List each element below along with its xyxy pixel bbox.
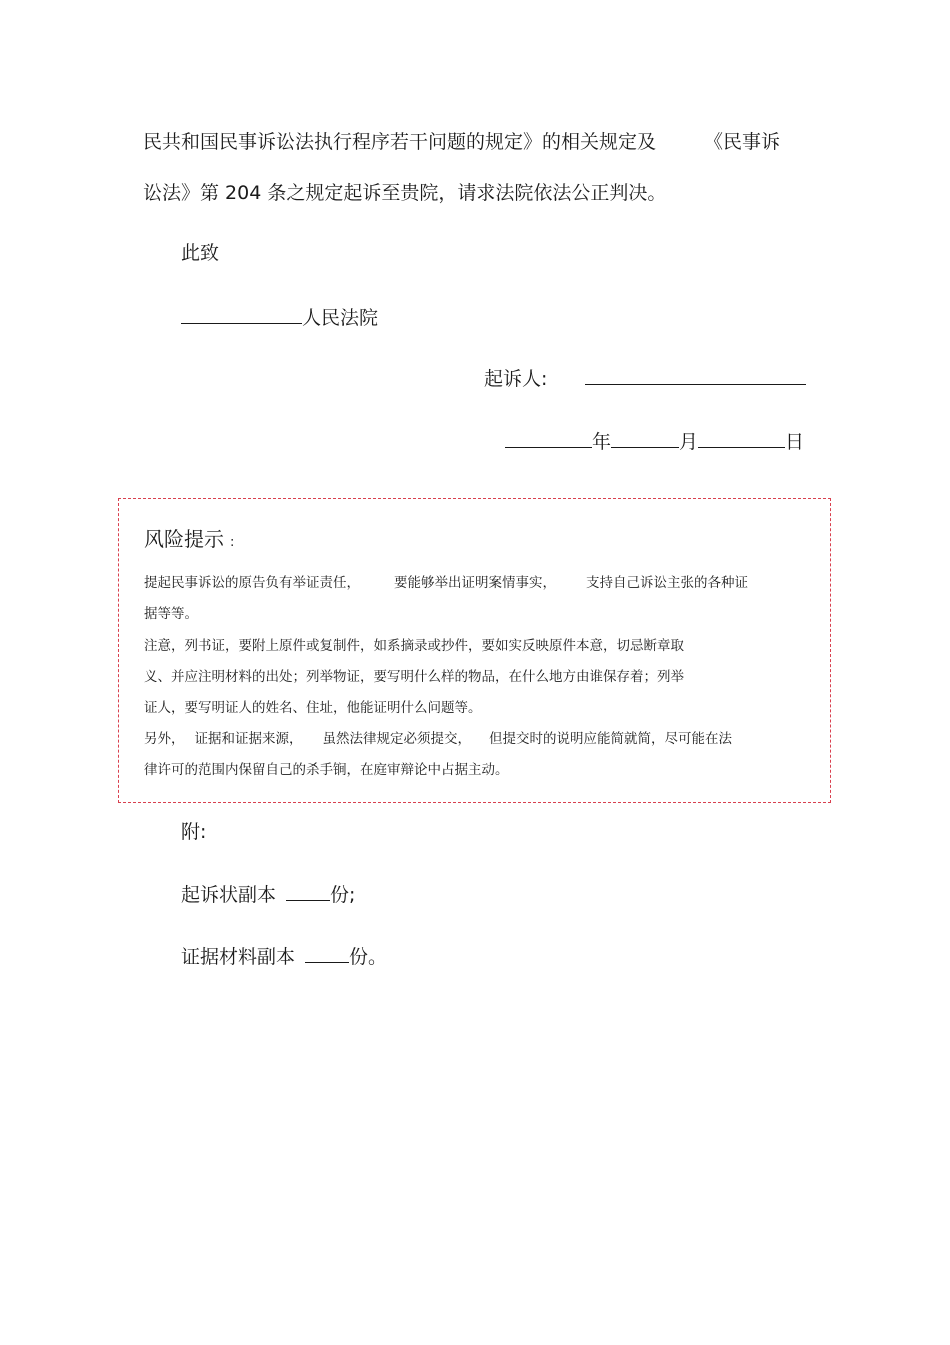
risk-notice-title-colon: : [230,535,235,550]
paragraph-line-1-text-end: 《民事诉 [704,131,781,153]
complaint-copy-prefix: 起诉状副本 [181,884,277,906]
risk-line-6-part-4: 但提交时的说明应能简就简，尽可能在法 [489,731,732,747]
plaintiff-line [484,366,806,391]
evidence-copy-suffix: 份。 [349,946,388,968]
day-blank[interactable] [698,429,785,448]
salutation: 此致 [181,242,220,264]
day-label: 日 [785,431,805,453]
risk-line-5: 证人，要写明证人的姓名、住址，他能证明什么问题等。 [144,700,482,716]
evidence-copy-prefix: 证据材料副本 [181,946,296,968]
risk-line-6-part-3: 虽然法律规定必须提交， [322,731,471,747]
paragraph-line-1-text: 民共和国民事诉讼法执行程序若干问题的规定》的相关规定及 [143,131,657,153]
plaintiff-label: 起诉人: [484,368,548,390]
evidence-copy-count-blank[interactable] [305,944,349,963]
evidence-copy-line [181,944,387,969]
paragraph-line-1 [143,130,780,154]
risk-line-1-part-3: 支持自己诉讼主张的各种证 [586,575,748,591]
court-suffix: 人民法院 [302,307,379,329]
date-line [505,429,804,454]
complaint-copy-suffix: 份; [330,884,356,906]
risk-line-4: 义、并应注明材料的出处；列举物证，要写明什么样的物品，在什么地方由谁保存着；列举 [144,669,684,685]
risk-line-3: 注意，列书证，要附上原件或复制件，如系摘录或抄件，要如实反映原件本意，切忌断章取 [144,638,684,654]
risk-line-1-part-2: 要能够举出证明案情事实， [394,575,556,591]
plaintiff-signature-blank[interactable] [585,366,806,385]
risk-line-6-part-1: 另外， [144,731,185,747]
court-name-blank[interactable] [181,305,302,324]
risk-notice-title-text: 风险提示 [144,527,224,551]
complaint-copy-count-blank[interactable] [286,882,330,901]
risk-notice-title [144,527,234,555]
court-line [181,305,378,330]
complaint-copy-line [181,882,355,907]
month-label: 月 [679,431,699,453]
paragraph-line-2: 讼法》第 204 条之规定起诉至贵院，请求法院依法公正判决。 [143,182,667,204]
month-blank[interactable] [611,429,679,448]
risk-notice-box [118,498,831,803]
attachments-label: 附: [181,821,207,843]
year-blank[interactable] [505,429,592,448]
risk-line-7: 律许可的范围内保留自己的杀手锏，在庭审辩论中占据主动。 [144,762,509,778]
risk-line-6-part-2: 证据和证据来源， [194,731,303,747]
risk-line-6 [144,730,732,748]
risk-line-2: 据等等。 [144,606,198,622]
year-label: 年 [592,431,612,453]
risk-line-1 [144,574,748,592]
risk-line-1-part-1: 提起民事诉讼的原告负有举证责任， [144,575,360,591]
